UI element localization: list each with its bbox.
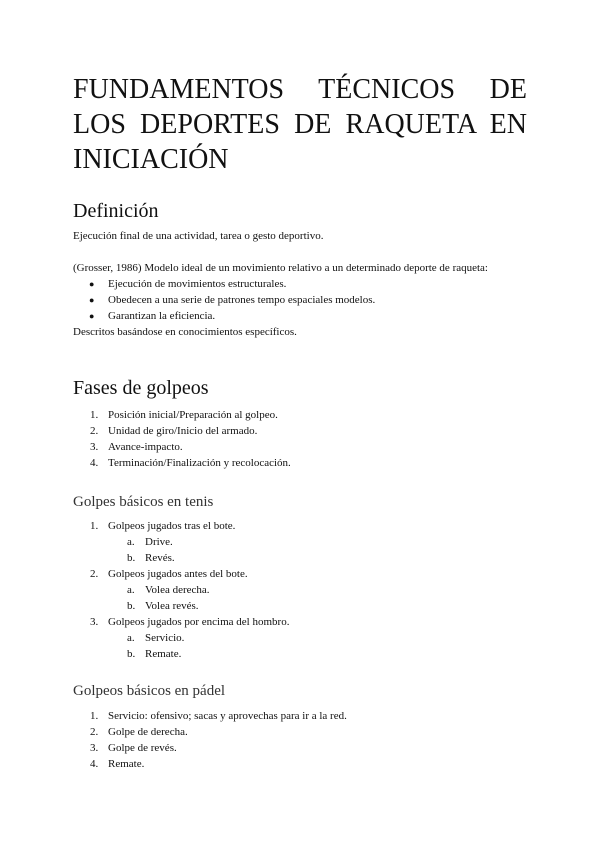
list-tenis: [73, 518, 527, 662]
list-item: 3. Avance-impacto.: [90, 441, 183, 453]
bullet-item: ● Garantizan la eficiencia.: [89, 310, 216, 322]
sub-list-item: a. Servicio.: [127, 632, 185, 644]
list-item: 3. Golpe de revés.: [90, 742, 177, 754]
sub-list-item: a. Volea derecha.: [127, 584, 210, 596]
sub-list-item: b. Remate.: [127, 648, 182, 660]
section-definicion: [73, 228, 527, 340]
heading-fases: Fases de golpeos: [73, 377, 209, 399]
heading-definicion: Definición: [73, 200, 159, 222]
list-item: 2. Golpeos jugados antes del bote.: [90, 568, 248, 580]
bullet-item: ● Ejecución de movimientos estructurales.: [89, 278, 287, 290]
list-item: 3. Golpeos jugados por encima del hombro.: [90, 616, 290, 628]
sub-list-item: b. Volea revés.: [127, 600, 199, 612]
sub-list-item: b. Revés.: [127, 552, 175, 564]
paragraph: (Grosser, 1986) Modelo ideal de un movimiento relativo a un determinado deporte de raqueta:: [73, 262, 488, 274]
paragraph: Ejecución final de una actividad, tarea o gesto deportivo.: [73, 230, 324, 242]
paragraph: Descritos basándose en conocimientos específicos.: [73, 326, 297, 338]
list-item: 1. Servicio: ofensivo; sacas y aprovechas para ir a la red.: [90, 710, 347, 722]
bullet-item: ● Obedecen a una serie de patrones tempo espaciales modelos.: [89, 294, 376, 306]
list-item: 4. Remate.: [90, 758, 145, 770]
list-item: 2. Unidad de giro/Inicio del armado.: [90, 425, 258, 437]
list-item: 1. Posición inicial/Preparación al golpeo.: [90, 409, 278, 421]
list-padel: [73, 708, 527, 772]
sub-list-item: a. Drive.: [127, 536, 173, 548]
heading-padel: Golpeos básicos en pádel: [73, 683, 226, 699]
list-fases: [73, 407, 527, 471]
heading-tenis: Golpes básicos en tenis: [73, 494, 214, 510]
list-item: 1. Golpeos jugados tras el bote.: [90, 520, 236, 532]
list-item: 2. Golpe de derecha.: [90, 726, 188, 738]
list-item: 4. Terminación/Finalización y recolocación.: [90, 457, 291, 469]
document-title: FUNDAMENTOS TÉCNICOS DE LOS DEPORTES DE RAQUETA EN INICIACIÓN: [73, 74, 527, 175]
